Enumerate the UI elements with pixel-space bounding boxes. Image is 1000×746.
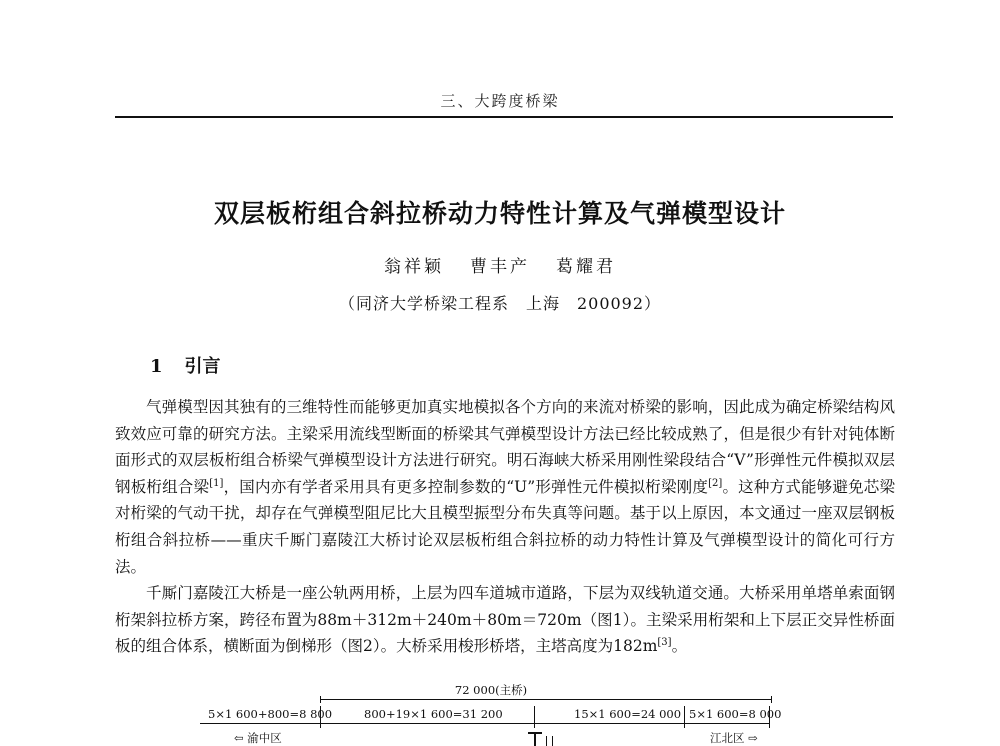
citation-ref[interactable]: [1]	[209, 477, 224, 489]
citation-ref[interactable]: [2]	[708, 477, 723, 489]
direction-label-left: ⇦ 渝中区	[234, 731, 282, 745]
tower-icon	[534, 732, 536, 746]
body-text	[115, 394, 895, 660]
author-list	[0, 252, 1000, 277]
dimension-tick	[771, 696, 772, 703]
text-run: 千厮门嘉陵江大桥是一座公轨两用桥，上层为四车道城市道路，下层为双线轨道交通。大桥采用单塔单索面钢桁架斜拉桥方案，跨径布置为88m＋312m＋240m＋80m＝720m（图1）。主梁采用桁架和上下层正交异性桥面板的组合体系，横断面为倒梯形（图2）。大桥采用梭形桥塔，主塔高度为182m	[115, 584, 895, 656]
author: 葛耀君	[556, 257, 616, 277]
direction-label-right: 江北区 ⇨	[710, 731, 758, 745]
dimension-tick	[534, 706, 535, 728]
text-run: 。这种方式能够避免芯梁对桁梁的气动干扰，却存在气弹模型阻尼比大且模型振型分布失真等问题。基于以上原因，本文通过一座双层钢板桁组合斜拉桥——重庆千厮门嘉陵江大桥讨论双层板桁组合斜拉桥的动力特性计算及气弹模型设计的简化可行方法。	[115, 477, 895, 576]
figure-total-span: 72 000(主桥)	[454, 683, 528, 697]
span-segment: 15×1 600=24 000	[574, 707, 682, 721]
section-heading	[150, 352, 221, 378]
section-number: 1	[150, 356, 163, 377]
dimension-tick	[320, 696, 321, 703]
author: 翁祥颖	[384, 257, 444, 277]
citation-ref[interactable]: [3]	[657, 637, 672, 649]
span-segment: 800+19×1 600=31 200	[364, 707, 503, 721]
paragraph	[115, 394, 895, 580]
dimension-line	[320, 699, 772, 700]
header-rule	[115, 116, 893, 118]
affiliation: （同济大学桥梁工程系 上海 200092）	[338, 294, 662, 313]
author: 曹丰产	[470, 257, 530, 277]
cable-mark	[552, 736, 553, 746]
span-segment: 5×1 600+800=8 800	[208, 707, 333, 721]
span-segment: 5×1 600=8 000	[689, 707, 782, 721]
text-run: 。	[671, 637, 688, 656]
paragraph	[115, 580, 895, 660]
paper-title: 双层板桁组合斜拉桥动力特性计算及气弹模型设计	[213, 199, 786, 228]
bridge-elevation-figure	[200, 676, 800, 746]
running-head: 三、大跨度桥梁	[440, 92, 560, 110]
section-title: 引言	[184, 356, 221, 377]
cable-mark	[546, 736, 547, 746]
text-run: ，国内亦有学者采用具有更多控制参数的“U”形弹性元件模拟桁梁刚度	[223, 477, 709, 496]
text-run: 气弹模型因其独有的三维特性而能够更加真实地模拟各个方向的来流对桥梁的影响，因此成为确定桥梁结构风致效应可靠的研究方法。主梁采用流线型断面的桥梁其气弹模型设计方法已经比较成熟了，但是很少有针对钝体断面形式的双层板桁组合桥梁气弹模型设计方法进行研究。明石海峡大桥采用刚性梁段结合“V”形弹性元件模拟双层钢板桁组合梁	[115, 398, 895, 496]
dimension-tick	[684, 706, 685, 728]
